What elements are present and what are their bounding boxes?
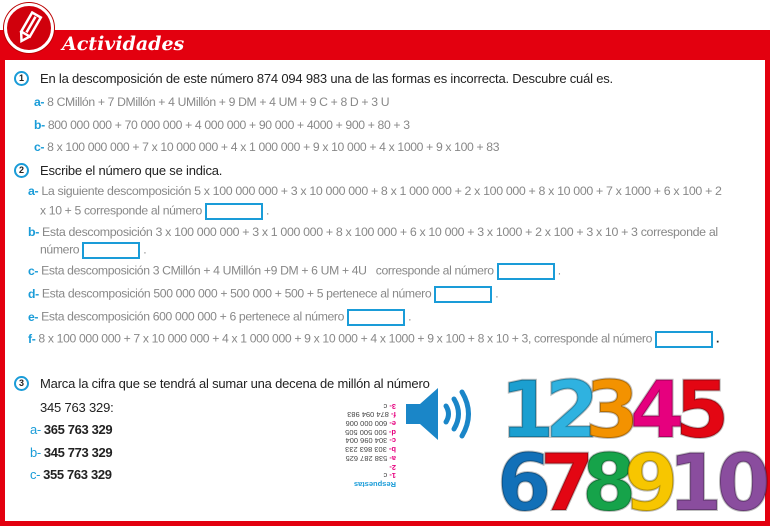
q1-option-c[interactable]: [34, 140, 499, 154]
period: .: [716, 331, 720, 346]
option-label: c-: [30, 467, 41, 482]
q2-e: [28, 309, 411, 326]
answer-value: c: [383, 401, 388, 411]
option-label: d-: [28, 286, 39, 301]
question-number: 3: [14, 376, 29, 391]
option-label: a-: [30, 422, 41, 437]
answer-value: 500 500 505: [345, 427, 387, 437]
answer-value: 600 000 006: [345, 419, 388, 429]
answer-label: b-: [388, 445, 396, 455]
q2-d: [28, 286, 498, 303]
answer-line: [326, 471, 396, 480]
option-text: 8 x 100 000 000 + 7 x 10 000 000 + 4 x 1 000 000 + 9 x 10 000 + 4 x 1000 + 9 x 100 + 83: [47, 140, 500, 154]
period: .: [265, 203, 269, 218]
digit-8: 8: [582, 439, 631, 529]
digit-3: 3: [585, 366, 634, 456]
answer-value: 538 287 625: [345, 453, 388, 463]
pencil-icon: [4, 3, 54, 53]
option-text: La siguiente descomposición 5 x 100 000 000 + 3 x 10 000 000 + 8 x 1 000 000 + 2 x 100 000 + 8 x 10 000 + 7 x 1000 + 6 x 100 + 2: [41, 184, 722, 198]
answer-label: f-: [391, 410, 396, 420]
period: .: [143, 242, 147, 257]
option-label: c-: [34, 140, 45, 154]
option-label: a-: [28, 184, 39, 198]
option-text: 8 CMillón + 7 DMillón + 4 UMillón + 9 DM + 4 UM + 9 C + 8 D + 3 U: [47, 95, 390, 109]
answer-box[interactable]: [82, 242, 140, 259]
q2-b-line1: [28, 225, 718, 239]
answer-key-title: Respuestas: [353, 480, 396, 490]
q3-option-a[interactable]: [30, 422, 112, 437]
option-text: x 10 + 5 corresponde al número: [40, 203, 202, 218]
option-text: 800 000 000 + 70 000 000 + 4 000 000 + 90 000 + 4000 + 900 + 80 + 3: [47, 118, 410, 132]
answer-line: [326, 427, 396, 436]
question-1-text: En la descomposición de este número 874 094 983 una de las formas es incorrecta. Descubre cuál es.: [40, 71, 613, 86]
option-text: 355 763 329: [43, 467, 112, 482]
answer-label: c-: [389, 436, 396, 446]
answer-label: e-: [389, 419, 396, 429]
answer-label: a-: [389, 453, 396, 463]
digit-2: 2: [545, 366, 594, 456]
digit-1: 1: [500, 366, 549, 456]
q3-value: 345 763 329:: [40, 400, 114, 415]
option-text: Esta descomposición 500 000 000 + 500 000 + 500 + 5 pertenece al número: [41, 286, 432, 301]
question-number: 2: [14, 163, 29, 178]
option-label: f-: [28, 331, 36, 346]
option-text: Esta descomposición 3 CMillón + 4 UMillón +9 DM + 6 UM + 4U corresponde al número: [41, 263, 494, 278]
answer-box[interactable]: [347, 309, 405, 326]
q3-option-c[interactable]: [30, 467, 112, 482]
digit-10: 10: [668, 439, 765, 529]
answer-line: [326, 410, 396, 419]
period: .: [557, 263, 561, 278]
answer-label: 3-: [389, 401, 396, 411]
q2-c: [28, 263, 561, 280]
answer-line: [326, 462, 396, 471]
answer-label: d-: [388, 427, 396, 437]
q1-option-a[interactable]: [34, 95, 389, 109]
digit-4: 4: [630, 366, 679, 456]
option-label: e-: [28, 309, 39, 324]
answer-box[interactable]: [434, 286, 492, 303]
option-text: Esta descomposición 3 x 100 000 000 + 3 x 1 000 000 + 8 x 100 000 + 6 x 10 000 + 3 x 1000 + 2 x 100 + 3 x 10 + 3 corresponde al: [42, 225, 718, 239]
question-2-text: Escribe el número que se indica.: [40, 163, 223, 178]
digit-6: 6: [497, 439, 546, 529]
answer-key: [326, 401, 396, 488]
digit-7: 7: [540, 439, 589, 529]
answer-label: 1-: [389, 471, 396, 481]
answer-value: 304 096 004: [345, 436, 388, 446]
option-text: número: [40, 242, 80, 257]
option-text: 8 x 100 000 000 + 7 x 10 000 000 + 4 x 1 000 000 + 9 x 10 000 + 4 x 1000 + 9 x 100 + 8 x 10 + 3, corresponde al número: [38, 331, 653, 346]
option-label: b-: [28, 225, 39, 239]
answer-box[interactable]: [205, 203, 263, 220]
answer-line: [326, 453, 396, 462]
answer-line: [326, 418, 396, 427]
answer-box[interactable]: [655, 331, 713, 348]
answer-value: c: [383, 471, 388, 481]
q2-f: [28, 331, 719, 348]
option-label: b-: [30, 445, 41, 460]
digit-5: 5: [675, 366, 724, 456]
q3-option-b[interactable]: [30, 445, 112, 460]
option-label: a-: [34, 95, 45, 109]
answer-line: [326, 401, 396, 410]
option-label: b-: [34, 118, 45, 132]
q1-option-b[interactable]: [34, 118, 410, 132]
answer-line: [326, 436, 396, 445]
q2-b-line2: [40, 242, 146, 259]
section-title: Actividades: [62, 33, 185, 55]
option-text: 365 763 329: [43, 422, 113, 437]
digit-9: 9: [624, 439, 673, 529]
answer-value: 874 094 983: [347, 410, 389, 420]
answer-value: 303 863 233: [345, 445, 387, 455]
option-label: c-: [28, 263, 39, 278]
q2-a-line2: [40, 203, 269, 220]
question-number: 1: [14, 71, 29, 86]
answer-line: [326, 445, 396, 454]
period: .: [408, 309, 412, 324]
period: .: [495, 286, 499, 301]
question-3-text: Marca la cifra que se tendrá al sumar una decena de millón al número: [40, 376, 430, 391]
option-text: 345 773 329: [43, 445, 113, 460]
option-text: Esta descomposición 600 000 000 + 6 pertenece al número: [41, 309, 345, 324]
answer-box[interactable]: [497, 263, 555, 280]
answer-label: 2-: [389, 462, 396, 472]
q2-a-line1: [28, 184, 722, 198]
speaker-icon[interactable]: [404, 386, 474, 447]
